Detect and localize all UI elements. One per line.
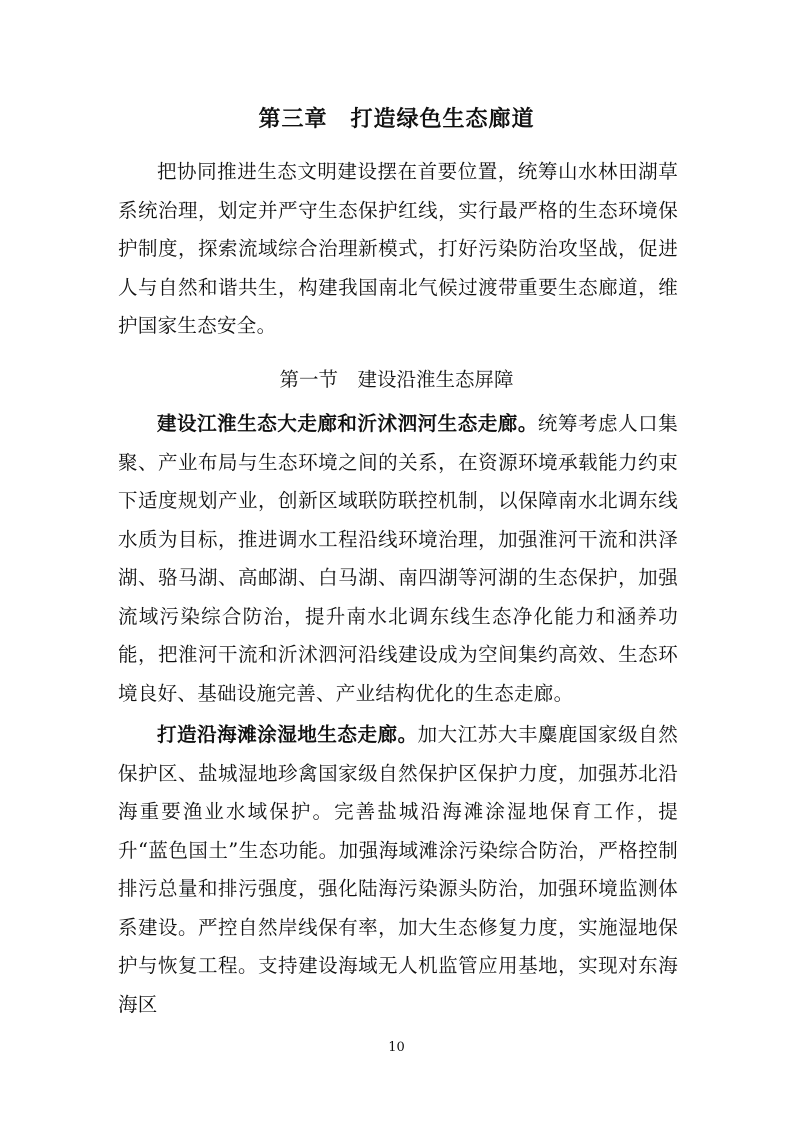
chapter-title: 第三章 打造绿色生态廊道 <box>258 107 535 132</box>
paragraph-lead-heading: 打造沿海滩涂湿地生态走廊。 <box>157 723 418 746</box>
paragraph-eco-corridor <box>118 405 678 713</box>
paragraph-lead-heading: 建设江淮生态大走廊和沂沭泗河生态走廊。 <box>157 412 538 435</box>
chapter-intro-paragraph: 把协同推进生态文明建设摆在首要位置，统筹山水林田湖草系统治理，划定并严守生态保护红线，实行最严格的生态环境保护制度，探索流域综合治理新模式，打好污染防治攻坚战，促进人与自然和谐共生，构建我国南北气候过渡带重要生态廊道，维护国家生态安全。 <box>118 160 678 337</box>
paragraph-coastal-wetland <box>118 716 678 1024</box>
section-title: 第一节 建设沿淮生态屏障 <box>279 368 514 391</box>
page-number: 10 <box>388 1040 405 1055</box>
paragraph-body-text: 加大江苏大丰麋鹿国家级自然保护区、盐城湿地珍禽国家级自然保护区保护力度，加强苏北沿海重要渔业水域保护。完善盐城沿海滩涂湿地保育工作，提升“蓝色国土”生态功能。加强海域滩涂污染综合防治，严格控制排污总量和排污强度，强化陆海污染源头防治，加强环境监测体系建设。严控自然岸线保有率，加大生态修复力度，实施湿地保护与恢复工程。支持建设海域无人机监管应用基地，实现对东海海区 <box>118 723 678 1016</box>
paragraph-body-text: 统筹考虑人口集聚、产业布局与生态环境之间的关系，在资源环境承载能力约束下适度规划产业，创新区域联防联控机制，以保障南水北调东线水质为目标，推进调水工程沿线环境治理，加强淮河干流和洪泽湖、骆马湖、高邮湖、白马湖、南四湖等河湖的生态保护，加强流域污染综合防治，提升南水北调东线生态净化能力和涵养功能，把淮河干流和沂沭泗河沿线建设成为空间集约高效、生态环境良好、基础设施完善、产业结构优化的生态走廊。 <box>118 412 678 705</box>
